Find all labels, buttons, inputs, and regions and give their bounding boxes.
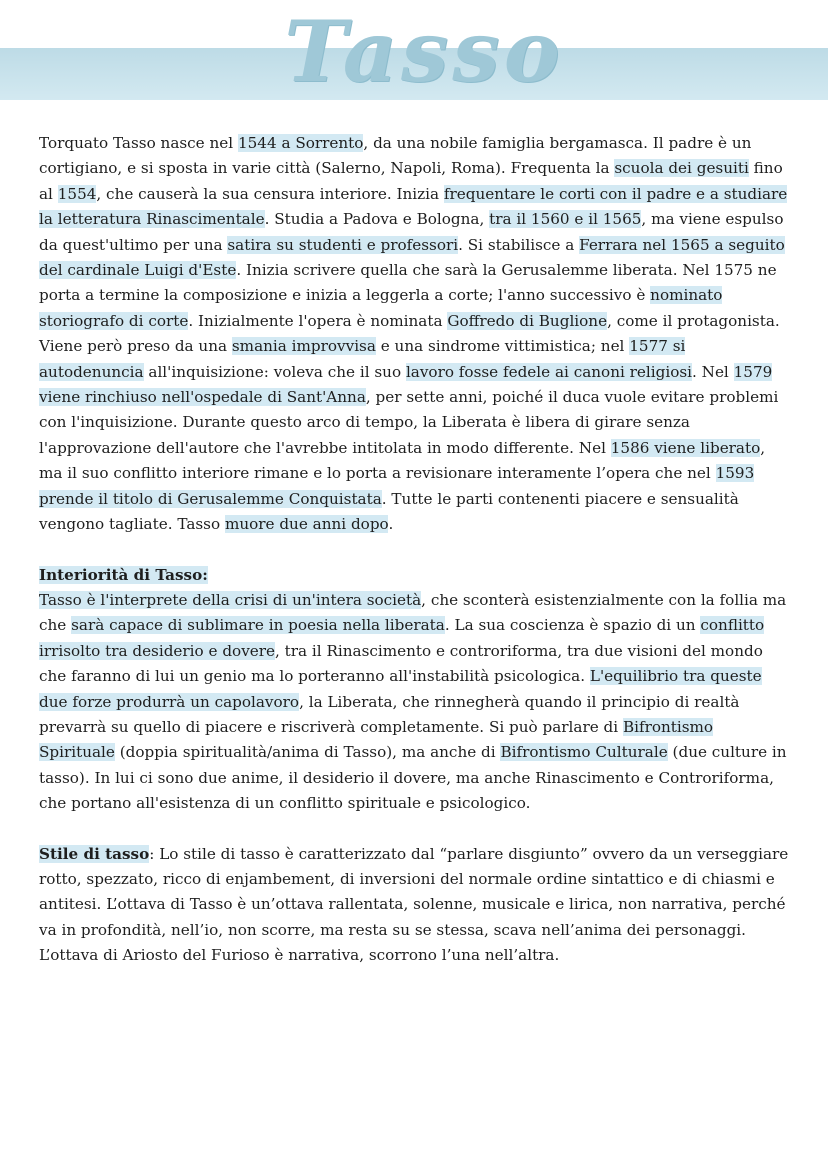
highlighted-text: sarà capace di sublimare in poesia nella liberata bbox=[71, 616, 445, 635]
body-text: . Studia a Padova e Bologna, bbox=[264, 210, 490, 229]
body-text: . Si stabilisce a bbox=[458, 235, 580, 254]
highlighted-text: muore due anni dopo bbox=[224, 515, 389, 534]
body-text: . Nel bbox=[692, 362, 734, 381]
body-text: fino al bbox=[39, 159, 783, 203]
stile-section bbox=[39, 842, 791, 969]
page-title bbox=[0, 0, 828, 110]
highlighted-text: 1577 si autodenuncia bbox=[39, 337, 686, 381]
body-text: e una sindrome vittimistica; nel bbox=[375, 337, 630, 356]
body-text: Torquato Tasso nasce nel bbox=[39, 134, 238, 152]
interiorita-paragraph bbox=[39, 591, 787, 812]
highlighted-text: nominato storiografo di corte bbox=[39, 286, 723, 330]
highlighted-text: Bifrontismo Spirituale bbox=[39, 717, 714, 762]
body-text: . Inizia scrivere quella che sarà la Gerusalemme liberata. Nel 1575 ne porta a termine la composizione e inizia a leggerla a corte; l'anno successivo è bbox=[39, 261, 777, 305]
highlighted-text: 1586 viene liberato bbox=[610, 438, 761, 457]
body-text: , ma viene espulso da quest'ultimo per una bbox=[39, 210, 784, 254]
body-text: , tra il Rinascimento e controriforma, tra due visioni del mondo che faranno di lui un genio ma lo porteranno all'instabilità psicologica. bbox=[39, 641, 763, 686]
body-text: , la Liberata, che rinnegherà quando il principio di realtà prevarrà su quello di piacere e riscriverà completamente. Si può parlare di bbox=[39, 692, 740, 736]
stile-paragraph: : Lo stile di tasso è caratterizzato dal “parlare disgiunto” ovvero da un verseggiare rotto, spezzato, ricco di enjambement, di inversioni del normale ordine sintattico e di chiasmi e antitesi. L’ottava di Tasso è un’ottava rallentata, solenne, musicale e lirica, non narrativa, perché va in profondità, nell’io, non scorre, ma resta su se stessa, scava nell’anima dei personaggi. L’ottava di Ariosto del Furioso è narrativa, scorrono l’una nell’altra. bbox=[39, 844, 789, 965]
document-body bbox=[39, 131, 791, 969]
intro-paragraph bbox=[39, 131, 791, 538]
body-text: , che sconterà esistenzialmente con la follia ma che bbox=[39, 590, 787, 635]
highlighted-text: conflitto irrisolto tra desiderio e dovere bbox=[39, 616, 765, 660]
body-text: , che causerà la sua censura interiore. Inizia bbox=[96, 184, 444, 203]
body-text: , da una nobile famiglia bergamasca. Il padre è un cortigiano, e si sposta in varie città (Salerno, Napoli, Roma). Frequenta la bbox=[39, 134, 752, 178]
section-title-stile: Stile di tasso bbox=[39, 844, 150, 863]
highlighted-text: Ferrara nel 1565 a seguito del cardinale Luigi d'Este bbox=[39, 235, 785, 280]
highlighted-text: frequentare le corti con il padre e a studiare la letteratura Rinascimentale bbox=[39, 184, 788, 229]
body-text: , come il protagonista. Viene però preso da una bbox=[39, 311, 780, 356]
highlighted-text: Goffredo di Buglione bbox=[447, 311, 608, 330]
body-text: all'inquisizione: voleva che il suo bbox=[143, 362, 406, 381]
body-text: , ma il suo conflitto interiore rimane e lo porta a revisionare interamente l’opera che nel bbox=[39, 438, 766, 483]
highlighted-text: L'equilibrio tra queste due forze produrrà un capolavoro bbox=[39, 667, 762, 711]
highlighted-text: 1544 a Sorrento bbox=[237, 134, 364, 152]
highlighted-text: 1579 viene rinchiuso nell'ospedale di Sant'Anna bbox=[39, 362, 773, 407]
section-title-interiorita: Interiorità di Tasso: bbox=[39, 565, 208, 584]
body-text: . Inizialmente l'opera è nominata bbox=[188, 311, 448, 330]
highlighted-text: 1593 prende il titolo di Gerusalemme Conquistata bbox=[39, 464, 755, 508]
interiorita-section bbox=[39, 563, 791, 817]
highlighted-text: Tasso è l'interprete della crisi di un'intera società bbox=[39, 590, 422, 609]
body-text: . bbox=[388, 515, 394, 534]
body-text: , per sette anni, poiché il duca vuole evitare problemi con l'inquisizione. Durante questo arco di tempo, la Liberata è libera di girare senza l'approvazione dell'autore che l'avrebbe intitolata in modo differente. Nel bbox=[39, 388, 779, 457]
body-text: . Tutte le parti contenenti piacere e sensualità vengono tagliate. Tasso bbox=[39, 489, 739, 534]
highlighted-text: Bifrontismo Culturale bbox=[500, 743, 668, 762]
highlighted-text: scuola dei gesuiti bbox=[614, 159, 749, 178]
body-text: (due culture in tasso). In lui ci sono due anime, il desiderio il dovere, ma anche Rinascimento e Controriforma, che portano all'esistenza di un conflitto spirituale e psicologico. bbox=[39, 743, 787, 813]
highlighted-text: satira su studenti e professori bbox=[227, 235, 459, 254]
highlighted-text: smania improvvisa bbox=[231, 337, 376, 356]
page-title-text: Tasso bbox=[284, 2, 564, 101]
highlighted-text: 1554 bbox=[57, 184, 97, 203]
body-text: (doppia spiritualità/anima di Tasso), ma anche di bbox=[114, 743, 501, 762]
highlighted-text: tra il 1560 e il 1565 bbox=[489, 210, 642, 229]
highlighted-text: lavoro fosse fedele ai canoni religiosi bbox=[405, 362, 692, 381]
body-text: . La sua coscienza è spazio di un bbox=[444, 616, 701, 635]
